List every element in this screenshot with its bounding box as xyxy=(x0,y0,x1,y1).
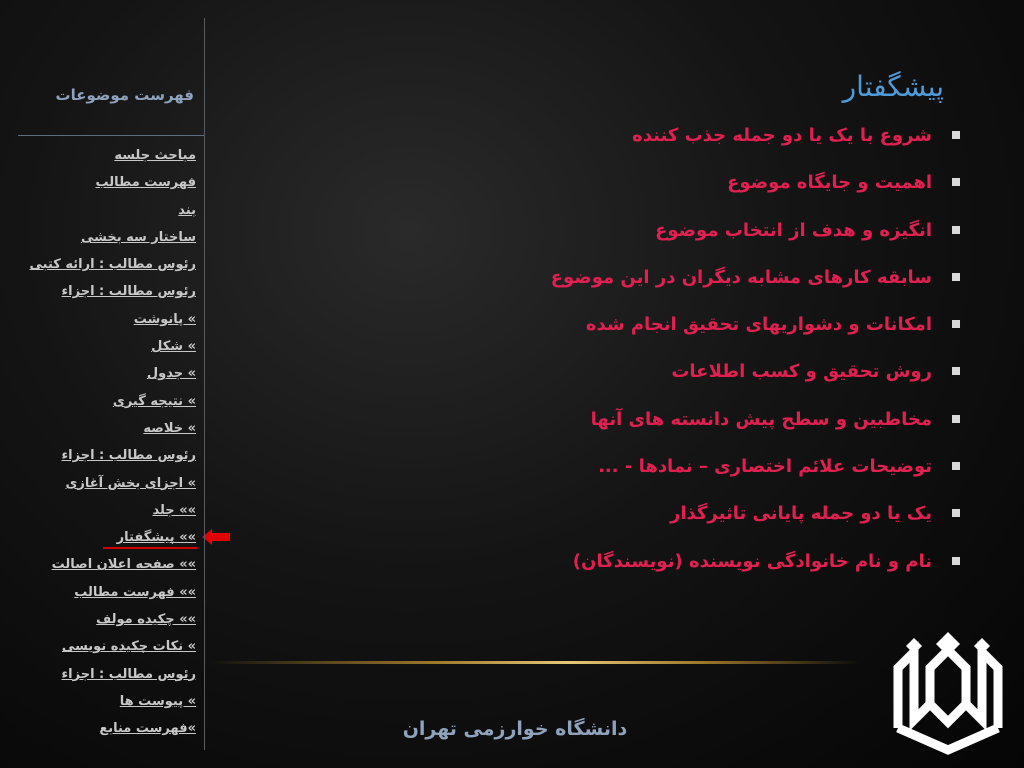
toc-item-label: » پانوشت xyxy=(133,311,196,327)
toc-item[interactable] xyxy=(6,306,196,333)
toc-item[interactable] xyxy=(6,142,196,169)
square-bullet-icon xyxy=(952,273,960,281)
toc-item-label: رئوس مطالب : اجزاء xyxy=(61,284,196,300)
toc-item-label: »» صفحه اعلان اصالت xyxy=(51,557,196,573)
toc-item-label: »» فهرست مطالب xyxy=(74,584,196,600)
toc-item[interactable] xyxy=(6,606,196,633)
toc-item-label: » نکات چکیده نویسی xyxy=(61,639,196,655)
bullet-text: سابقه کارهای مشابه دیگران در این موضوع xyxy=(550,266,932,288)
bullet-list xyxy=(360,112,960,585)
bullet-item xyxy=(360,538,960,585)
toc-item[interactable] xyxy=(6,278,196,305)
toc-item-label: » جدول xyxy=(146,366,196,382)
toc-item[interactable] xyxy=(6,333,196,360)
toc-item-label: » خلاصه xyxy=(143,420,196,436)
square-bullet-icon xyxy=(952,415,960,423)
footer-university-name: دانشگاه خوارزمی تهران xyxy=(402,718,628,740)
toc-item-label: مباحث جلسه xyxy=(114,148,196,163)
square-bullet-icon xyxy=(952,320,960,328)
toc-item[interactable] xyxy=(6,688,196,715)
toc-list xyxy=(6,142,196,743)
toc-item-label: ساختار سه بخشی xyxy=(80,229,196,245)
active-item-underline xyxy=(103,547,197,549)
bullet-item xyxy=(360,112,960,159)
toc-item[interactable] xyxy=(6,661,196,688)
toc-item-label: رئوس مطالب : اجزاء xyxy=(61,666,196,682)
square-bullet-icon xyxy=(952,178,960,186)
toc-item[interactable] xyxy=(6,442,196,469)
bullet-item xyxy=(360,159,960,206)
toc-item[interactable] xyxy=(6,224,196,251)
sidebar xyxy=(0,0,206,768)
toc-item-label: بند xyxy=(178,202,196,218)
bullet-item xyxy=(360,207,960,254)
toc-item-label: »فهرست منابع xyxy=(99,721,196,737)
toc-item[interactable] xyxy=(6,169,196,196)
toc-item-label: » شکل xyxy=(151,339,196,355)
toc-item-label: » پیوست ها xyxy=(119,693,196,709)
toc-item[interactable] xyxy=(6,197,196,224)
bullet-text: مخاطبین و سطح پیش دانسته های آنها xyxy=(590,408,932,430)
bullet-item xyxy=(360,396,960,443)
toc-item-label: »» پیشگفتار xyxy=(116,530,196,546)
footer-divider xyxy=(210,661,860,664)
bullet-text: نام و نام خانوادگی نویسنده (نویسندگان) xyxy=(572,550,932,572)
bullet-text: شروع با یک یا دو جمله جذب کننده xyxy=(632,125,932,146)
toc-item-label: رئوس مطالب : اجزاء xyxy=(61,448,196,464)
toc-item-label: » اجزای بخش آغازی xyxy=(65,475,196,491)
toc-item[interactable] xyxy=(6,251,196,278)
slide-title: پیشگفتار xyxy=(842,70,944,103)
square-bullet-icon xyxy=(952,367,960,375)
square-bullet-icon xyxy=(952,557,960,565)
bullet-item xyxy=(360,490,960,537)
toc-item[interactable] xyxy=(6,470,196,497)
toc-item[interactable] xyxy=(6,715,196,742)
toc-item[interactable] xyxy=(6,497,196,524)
bullet-text: یک یا دو جمله پایانی تاثیرگذار xyxy=(670,503,932,525)
square-bullet-icon xyxy=(952,462,960,470)
bullet-item xyxy=(360,443,960,490)
bullet-text: انگیزه و هدف از انتخاب موضوع xyxy=(655,219,932,241)
square-bullet-icon xyxy=(952,509,960,517)
toc-item[interactable] xyxy=(6,551,196,578)
toc-item-label: »» چکیده مولف xyxy=(96,612,196,628)
toc-item-label: »» جلد xyxy=(152,502,196,518)
toc-item[interactable] xyxy=(6,360,196,387)
bullet-text: امکانات و دشواریهای تحقیق انجام شده xyxy=(585,314,932,336)
bullet-item xyxy=(360,254,960,301)
university-logo-icon xyxy=(890,628,1006,756)
bullet-item xyxy=(360,348,960,395)
sidebar-vertical-divider xyxy=(204,18,205,750)
toc-item[interactable] xyxy=(6,415,196,442)
toc-item[interactable] xyxy=(6,633,196,660)
toc-item-label: » نتیجه گیری xyxy=(112,393,196,409)
toc-item-label: فهرست مطالب xyxy=(95,175,196,191)
bullet-text: توضیحات علائم اختصاری – نمادها - ... xyxy=(598,456,932,478)
bullet-item xyxy=(360,301,960,348)
toc-item[interactable] xyxy=(6,388,196,415)
square-bullet-icon xyxy=(952,226,960,234)
toc-divider xyxy=(18,135,205,136)
toc-item-label: رئوس مطالب : ارائه کتبی xyxy=(29,257,196,273)
toc-heading: فهرست موضوعات xyxy=(55,86,194,104)
bullet-text: اهمیت و جایگاه موضوع xyxy=(727,172,932,194)
square-bullet-icon xyxy=(952,131,960,139)
bullet-text: روش تحقیق و کسب اطلاعات xyxy=(671,361,932,383)
toc-item[interactable] xyxy=(6,579,196,606)
